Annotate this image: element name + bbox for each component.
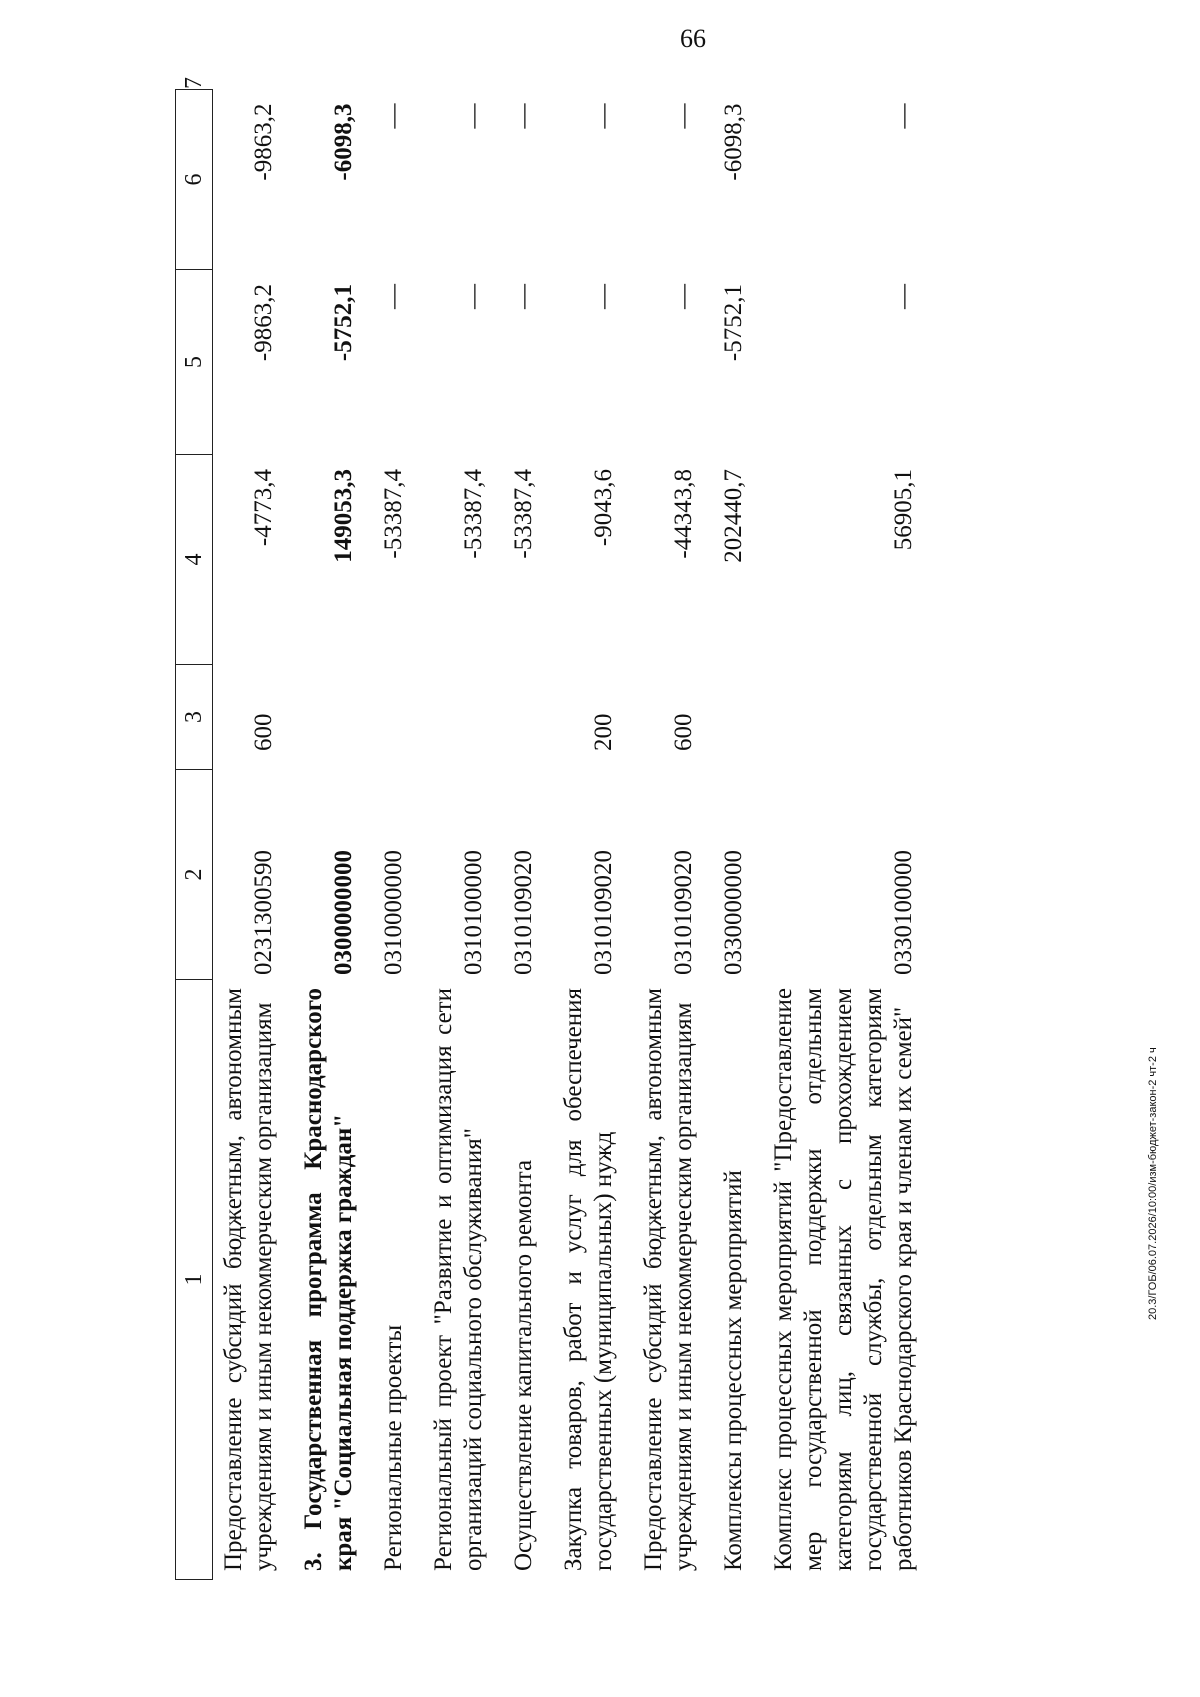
row-name: 3. Государственная программа Краснодарского края "Социальная поддержка граждан" — [300, 988, 357, 1571]
row-value-6: — — [460, 284, 487, 309]
row-value-6: — — [590, 284, 617, 309]
row-value-7: — — [460, 103, 487, 129]
document-footer: 20.3/ГОБ/06.07.2026/10:00/изм-бюджет-закон-2 чт-2 ч — [1147, 1047, 1159, 1320]
row-name: Закупка товаров, работ и услуг для обеспечения государственных (муниципальных) нужд — [560, 988, 617, 1571]
row-value-6: — — [380, 284, 407, 309]
row-value-5: -53387,4 — [380, 469, 407, 559]
rotated-table-container — [175, 77, 1065, 1580]
row-name: Региональный проект "Развитие и оптимизация сети организаций социального обслуживания" — [430, 988, 487, 1571]
row-value-6: — — [670, 284, 697, 309]
row-kvr — [753, 665, 923, 770]
header-col-4: 4 — [176, 455, 213, 665]
table-row — [363, 90, 413, 1580]
header-col-2: 2 — [176, 770, 213, 980]
row-kvr — [413, 665, 493, 770]
header-col-1: 1 — [176, 980, 213, 1580]
row-code: 0310109020 — [510, 850, 537, 975]
row-value-5: -44343,8 — [670, 469, 697, 559]
row-value-6: — — [890, 284, 917, 309]
row-code: 0231300590 — [250, 850, 277, 975]
table-row — [213, 90, 284, 1580]
table-row — [283, 90, 363, 1580]
row-value-7: — — [380, 103, 407, 129]
row-code: 0330000000 — [720, 850, 747, 975]
row-kvr — [703, 665, 753, 770]
row-value-7: -9863,2 — [250, 103, 277, 181]
row-name: Региональные проекты — [380, 1324, 407, 1571]
row-value-5: 202440,7 — [720, 469, 747, 563]
row-value-6: -9863,2 — [250, 284, 277, 362]
table-row — [413, 90, 493, 1580]
row-value-6: -5752,1 — [330, 284, 357, 362]
row-kvr: 200 — [590, 713, 617, 751]
table-row — [703, 90, 753, 1580]
row-value-5: 56905,1 — [890, 469, 917, 551]
row-value-5: -9043,6 — [590, 469, 617, 547]
table-row — [543, 90, 623, 1580]
table-row — [493, 90, 543, 1580]
row-value-7: — — [890, 103, 917, 129]
row-value-6: -5752,1 — [720, 284, 747, 362]
row-code: 0300000000 — [330, 850, 357, 975]
row-code: 0310109020 — [590, 850, 617, 975]
row-kvr — [493, 665, 543, 770]
row-value-7: — — [670, 103, 697, 129]
row-value-5: -4773,4 — [250, 469, 277, 547]
row-kvr: 600 — [250, 713, 277, 751]
header-col-3: 3 — [176, 665, 213, 770]
row-name: Предоставление субсидий бюджетным, автономным учреждениям и иным некоммерческим организациям — [220, 988, 277, 1571]
row-value-7: — — [510, 103, 537, 129]
row-value-6: — — [510, 284, 537, 309]
row-kvr: 600 — [670, 713, 697, 751]
row-name: Осуществление капитального ремонта — [510, 1159, 537, 1571]
row-code: 0310100000 — [460, 850, 487, 975]
row-value-5: -53387,4 — [510, 469, 537, 559]
row-code: 0310000000 — [380, 850, 407, 975]
row-value-7: — — [590, 103, 617, 129]
row-name: Предоставление субсидий бюджетным, автономным учреждениям и иным некоммерческим организациям — [640, 988, 697, 1571]
page-number: 66 — [680, 24, 706, 53]
header-col-5: 5 — [176, 270, 213, 455]
row-code: 0330100000 — [890, 850, 917, 975]
row-kvr — [283, 665, 363, 770]
row-name: Комплекс процессных мероприятий "Предоставление мер государственной поддержки отдельным категориям лиц, связанных с прохождением государственной службы, отдельным категориям работников Краснодарского края и членам их семей" — [770, 988, 917, 1571]
row-code: 0310109020 — [670, 850, 697, 975]
row-value-5: -53387,4 — [460, 469, 487, 559]
row-value-7: -6098,3 — [330, 103, 357, 181]
row-value-7: -6098,3 — [720, 103, 747, 181]
row-value-5: 149053,3 — [330, 469, 357, 563]
budget-table — [175, 77, 923, 1580]
row-name: Комплексы процессных мероприятий — [720, 1170, 747, 1571]
row-kvr — [363, 665, 413, 770]
table-row — [753, 90, 923, 1580]
table-row — [623, 90, 703, 1580]
table-header-row: 1 2 3 4 5 6 7 — [176, 90, 213, 1580]
header-col-6: 6 — [176, 90, 213, 270]
